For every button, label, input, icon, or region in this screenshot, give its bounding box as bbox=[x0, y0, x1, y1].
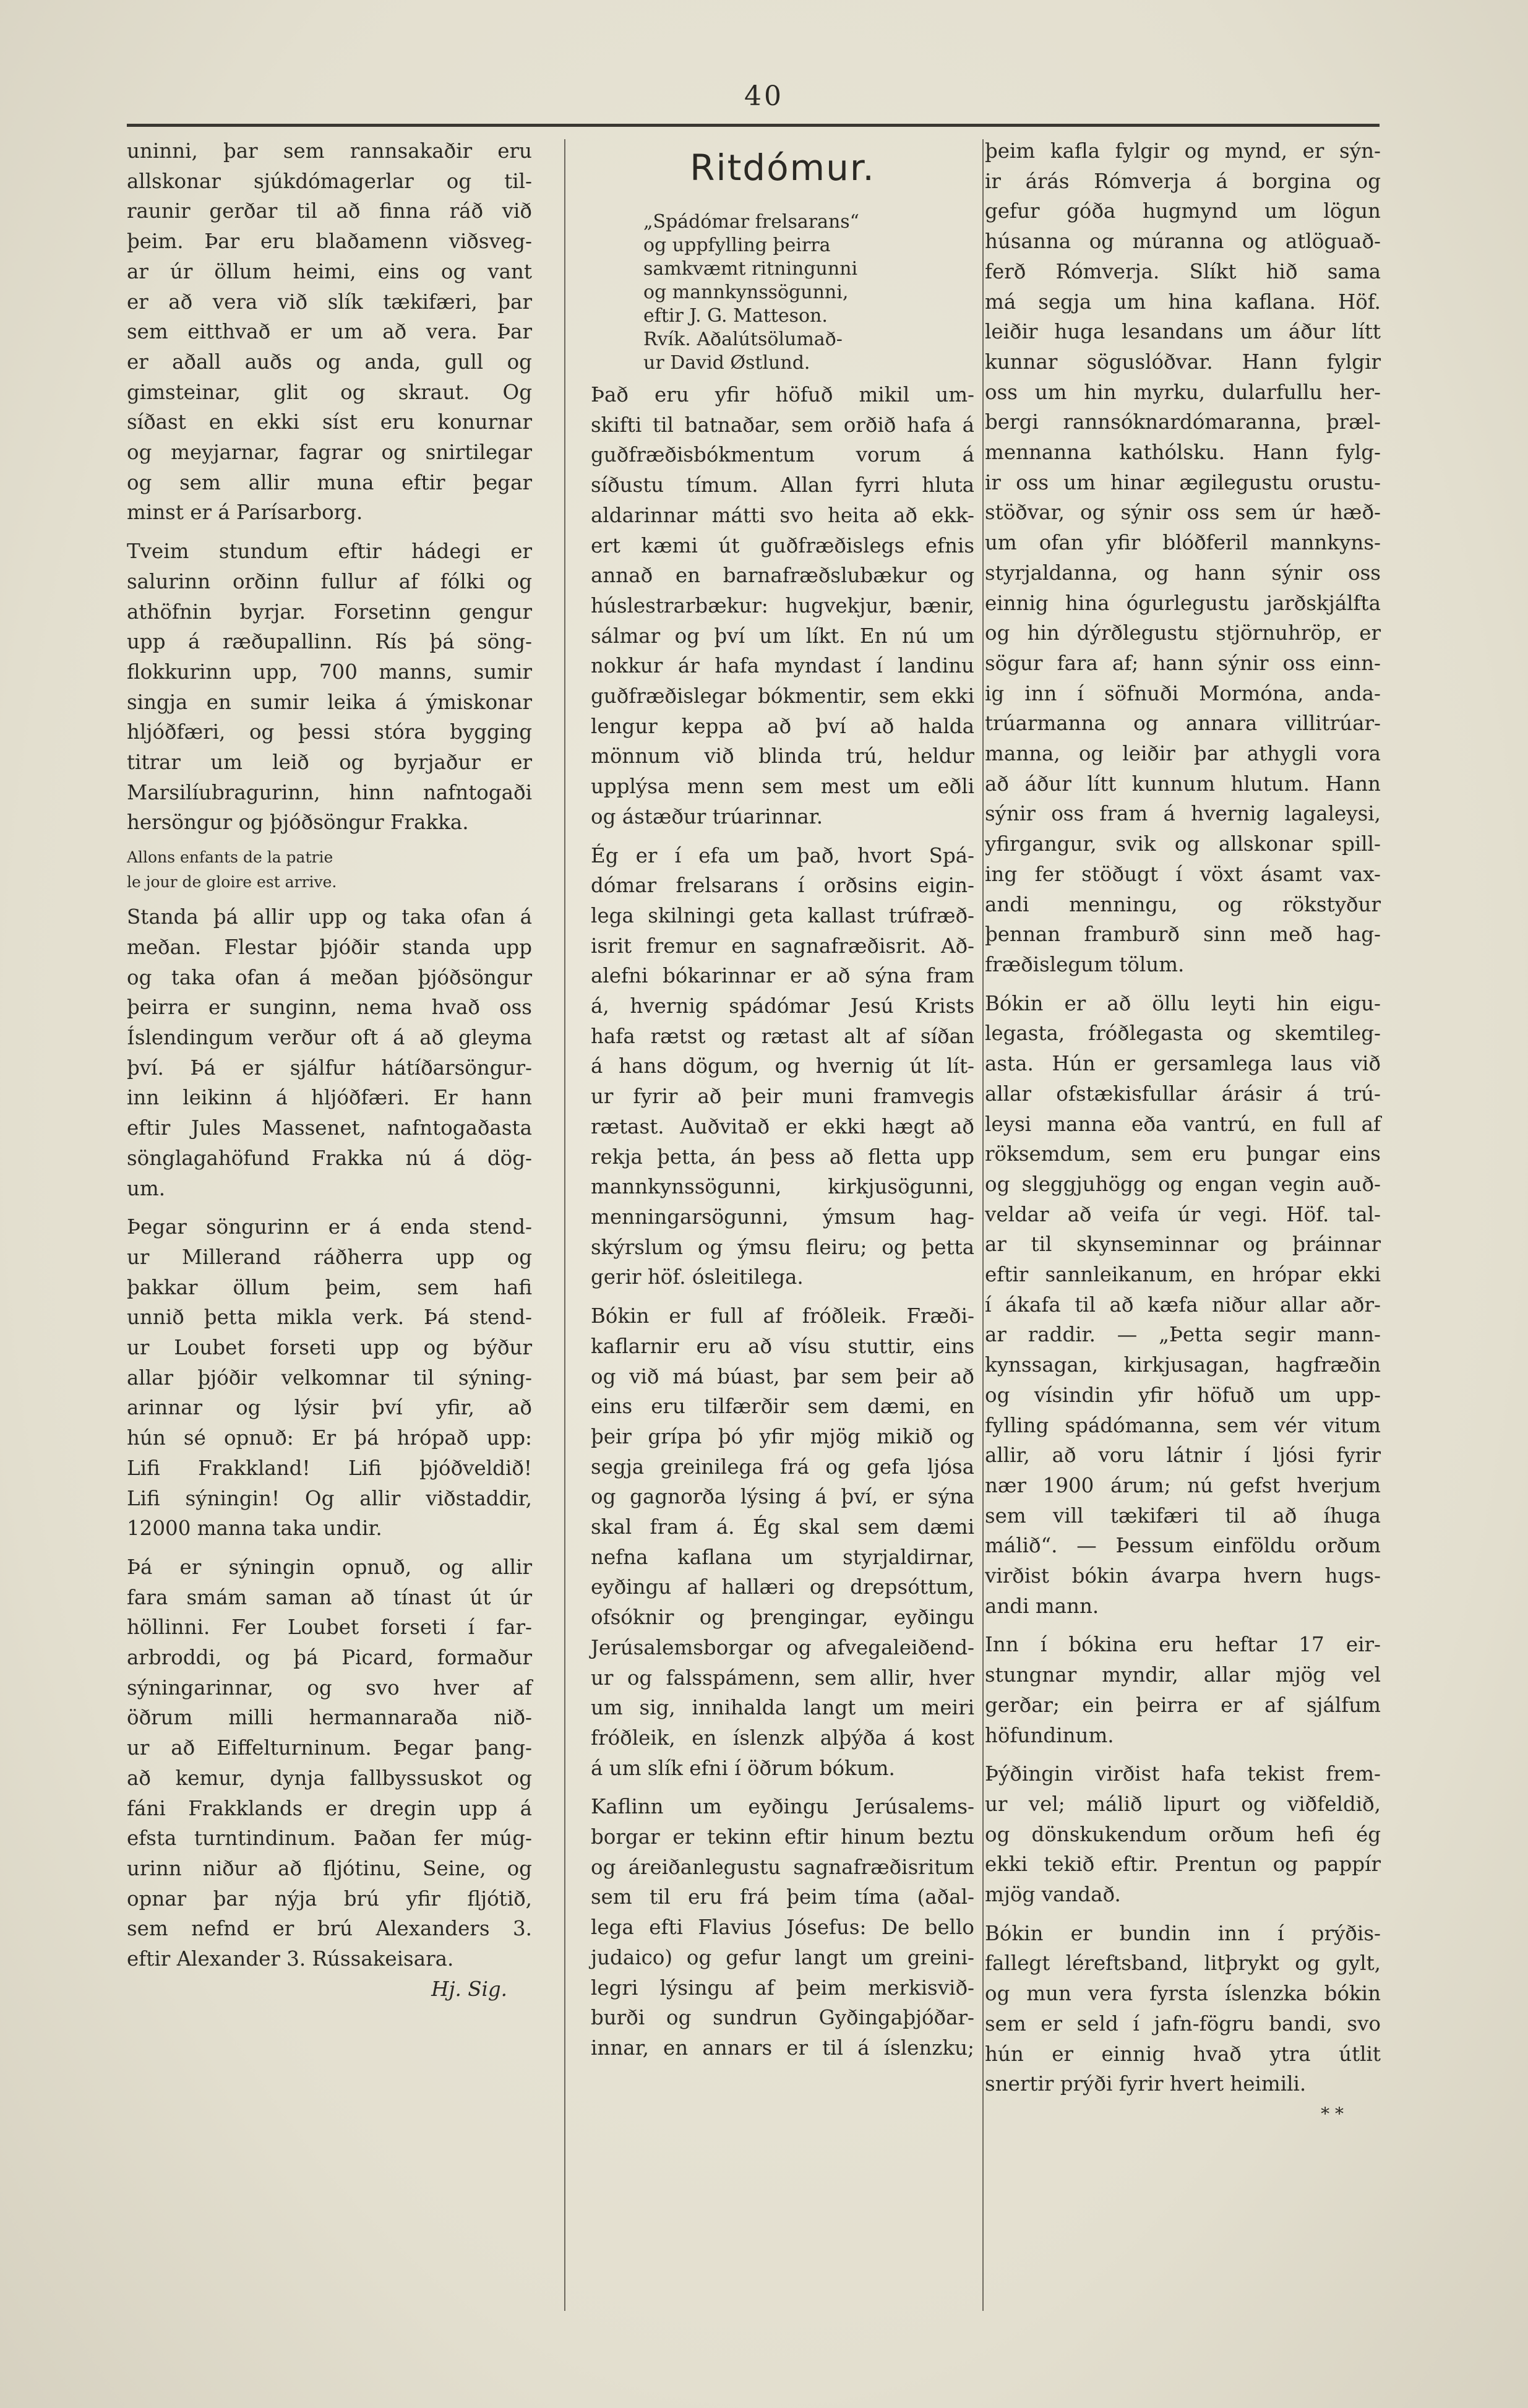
text-line: oss um hin myrku, dularfullu her- bbox=[985, 380, 1381, 404]
text-line: asta. Hún er gersamlega laus við bbox=[985, 1052, 1381, 1076]
text-line: skifti til batnaðar, sem orðið hafa á bbox=[591, 413, 974, 437]
text-line: skal fram á. Ég skal sem dæmi bbox=[591, 1515, 974, 1539]
text-line: 12000 manna taka undir. bbox=[127, 1516, 382, 1541]
text-line: að kemur, dynja fallbyssuskot og bbox=[127, 1766, 532, 1790]
text-line: þeir grípa þó yfir mjög mikið og bbox=[591, 1424, 974, 1448]
text-line: og sleggjuhögg og engan vegin auð- bbox=[985, 1172, 1381, 1196]
text-line: á um slík efni í öðrum bókum. bbox=[591, 1756, 895, 1780]
text-line: snertir prýði fyrir hvert heimili. bbox=[985, 2072, 1307, 2096]
text-line: Þá er sýningin opnuð, og allir bbox=[127, 1555, 532, 1579]
text-line: samkvæmt ritningunni bbox=[643, 258, 858, 280]
text-line: höfundinum. bbox=[985, 1723, 1114, 1747]
text-line: Þegar söngurinn er á enda stend- bbox=[127, 1215, 532, 1239]
text-line: singja en sumir leika á ýmiskonar bbox=[127, 690, 532, 714]
text-line: nær 1900 árum; nú gefst hverjum bbox=[985, 1473, 1381, 1497]
text-line: ur og falsspámenn, sem allir, hver bbox=[591, 1666, 974, 1690]
column-divider bbox=[982, 139, 984, 2311]
text-line: veldar að veifa úr vegi. Höf. tal- bbox=[985, 1202, 1381, 1226]
text-line: upp á ræðupallinn. Rís þá söng- bbox=[127, 630, 532, 654]
text-line: því. Þá er sjálfur hátíðarsöngur- bbox=[127, 1056, 532, 1080]
text-line: stungnar myndir, allar mjög vel bbox=[985, 1663, 1381, 1687]
text-line: unnið þetta mikla verk. Þá stend- bbox=[127, 1305, 532, 1330]
paragraph bbox=[985, 1759, 1381, 1910]
text-line: öðrum milli hermannaraða nið- bbox=[127, 1706, 532, 1730]
text-line: þeim kafla fylgir og mynd, er sýn- bbox=[985, 139, 1381, 163]
text-line: þeirra er sunginn, nema hvað oss bbox=[127, 995, 532, 1020]
text-line: sem eitthvað er um að vera. Þar bbox=[127, 320, 532, 344]
paragraph bbox=[985, 136, 1381, 980]
column-right bbox=[985, 136, 1381, 2130]
text-line: Bókin er bundin inn í prýðis- bbox=[985, 1921, 1381, 1945]
text-line: allar þjóðir velkomnar til sýning- bbox=[127, 1365, 532, 1390]
text-line: rætast. Auðvitað er ekki hægt að bbox=[591, 1114, 974, 1138]
text-line: fróðleik, en íslenzk alþýða á kost bbox=[591, 1726, 974, 1750]
text-line: sem er seld í jafn-fögru bandi, svo bbox=[985, 2011, 1381, 2036]
text-line: alefni bókarinnar er að sýna fram bbox=[591, 964, 974, 988]
text-line: trúarmanna og annara villitrúar- bbox=[985, 712, 1381, 736]
column-left bbox=[127, 136, 532, 2004]
text-line: og mannkynssögunni, bbox=[643, 282, 849, 303]
text-line: kynssagan, kirkjusagan, hagfræðin bbox=[985, 1353, 1381, 1377]
text-line: le jour de gloire est arrive. bbox=[127, 873, 337, 892]
text-line: upplýsa menn sem mest um eðli bbox=[591, 775, 974, 799]
paragraph bbox=[591, 1792, 974, 2063]
text-line: og gagnorða lýsing á því, er sýna bbox=[591, 1485, 974, 1509]
paragraph bbox=[985, 989, 1381, 1622]
text-line: í ákafa til að kæfa niður allar aðr- bbox=[985, 1292, 1381, 1317]
text-line: bergi rannsóknardómaranna, þræl- bbox=[985, 410, 1381, 434]
text-line: sönglagahöfund Frakka nú á dög- bbox=[127, 1146, 532, 1170]
text-line: á hans dögum, og hvernig út lít- bbox=[591, 1054, 974, 1078]
text-line: er aðall auðs og anda, gull og bbox=[127, 350, 532, 374]
paragraph bbox=[127, 136, 532, 528]
text-line: sýningarinnar, og svo hver af bbox=[127, 1675, 532, 1700]
text-line: yfirgangur, svik og allskonar spill- bbox=[985, 832, 1381, 856]
text-line: burði og sundrun Gyðingaþjóðar- bbox=[591, 2006, 974, 2030]
text-line: aldarinnar mátti svo heita að ekk- bbox=[591, 503, 974, 527]
text-line: inn leikinn á hljóðfæri. Er hann bbox=[127, 1086, 532, 1110]
text-line: og mun vera fyrsta íslenzka bókin bbox=[985, 1982, 1381, 2006]
column-middle bbox=[591, 136, 974, 2063]
text-line: minst er á Parísarborg. bbox=[127, 501, 363, 525]
text-line: Þýðingin virðist hafa tekist frem- bbox=[985, 1762, 1381, 1786]
author-signature: Hj. Sig. bbox=[431, 1977, 507, 2001]
text-line: Bókin er að öllu leyti hin eigu- bbox=[985, 991, 1381, 1015]
text-line: lega efti Flavius Jósefus: De bello bbox=[591, 1916, 974, 1940]
text-line: og hin dýrðlegustu stjörnuhröp, er bbox=[985, 621, 1381, 645]
header-rule bbox=[127, 124, 1380, 127]
paragraph bbox=[591, 1301, 974, 1783]
text-line: Ég er í efa um það, hvort Spá- bbox=[591, 843, 974, 867]
end-mark: * * bbox=[1321, 2104, 1344, 2124]
text-line: um ofan yfir blóðferil mannkyns- bbox=[985, 531, 1381, 555]
text-line: lengur keppa að því að halda bbox=[591, 714, 974, 738]
text-line: þennan framburð sinn með hag- bbox=[985, 922, 1381, 947]
text-line: gerir höf. ósleitilega. bbox=[591, 1265, 804, 1289]
text-line: Kaflinn um eyðingu Jerúsalems- bbox=[591, 1795, 974, 1819]
text-line: hljóðfæri, og þessi stóra bygging bbox=[127, 720, 532, 744]
text-line: allir, að voru látnir í ljósi fyrir bbox=[985, 1443, 1381, 1468]
paragraph bbox=[127, 1212, 532, 1544]
text-line: og taka ofan á meðan þjóðsöngur bbox=[127, 965, 532, 989]
text-line: legasta, fróðlegasta og skemtileg- bbox=[985, 1021, 1381, 1046]
text-line: raunir gerðar til að finna ráð við bbox=[127, 199, 532, 223]
text-line: Standa þá allir upp og taka ofan á bbox=[127, 905, 532, 929]
text-line: arinnar og lýsir því yfir, að bbox=[127, 1396, 532, 1420]
text-line: og meyjarnar, fagrar og snirtilegar bbox=[127, 441, 532, 465]
text-line: hún sé opnuð: Er þá hrópað upp: bbox=[127, 1426, 532, 1450]
text-line: rekja þetta, án þess að fletta upp bbox=[591, 1145, 974, 1169]
text-line: styrjaldanna, og hann sýnir oss bbox=[985, 561, 1381, 585]
text-line: andi menningu, og rökstyður bbox=[985, 892, 1381, 916]
text-line: mjög vandað. bbox=[985, 1883, 1121, 1907]
text-line: virðist bókin ávarpa hvern hugs- bbox=[985, 1564, 1381, 1588]
text-line: judaico) og gefur langt um greini- bbox=[591, 1945, 974, 1969]
text-line: Rvík. Aðalútsölumað- bbox=[643, 329, 843, 350]
text-line: ur vel; málið lipurt og viðfeldið, bbox=[985, 1792, 1381, 1816]
text-line: ur fyrir að þeir muni framvegis bbox=[591, 1085, 974, 1109]
text-line: þakkar öllum þeim, sem hafi bbox=[127, 1275, 532, 1299]
text-line: þeim. Þar eru blaðamenn viðsveg- bbox=[127, 230, 532, 254]
paragraph bbox=[591, 841, 974, 1293]
text-line: og dönskukendum orðum hefi ég bbox=[985, 1822, 1381, 1846]
text-line: eftir J. G. Matteson. bbox=[643, 305, 828, 327]
text-line: sem nefnd er brú Alexanders 3. bbox=[127, 1917, 532, 1941]
text-line: ar úr öllum heimi, eins og vant bbox=[127, 259, 532, 283]
text-line: urinn niður að fljótinu, Seine, og bbox=[127, 1856, 532, 1880]
text-line: Jerúsalemsborgar og afvegaleiðend- bbox=[591, 1635, 974, 1659]
text-line: andi mann. bbox=[985, 1594, 1099, 1618]
text-line: opnar þar nýja brú yfir fljótið, bbox=[127, 1886, 532, 1911]
text-line: og við má búast, þar sem þeir að bbox=[591, 1364, 974, 1388]
text-line: ert kæmi út guðfræðislegs efnis bbox=[591, 533, 974, 557]
text-line: gimsteinar, glit og skraut. Og bbox=[127, 380, 532, 404]
text-line: dómar frelsarans í orðsins eigin- bbox=[591, 874, 974, 898]
text-line: ir árás Rómverja á borgina og bbox=[985, 169, 1381, 193]
text-line: mannkynssögunni, kirkjusögunni, bbox=[591, 1175, 974, 1199]
text-line: isrit fremur en sagnafræðisrit. Að- bbox=[591, 934, 974, 958]
text-line: lega skilningi geta kallast trúfræð- bbox=[591, 903, 974, 927]
text-line: mönnum við blinda trú, heldur bbox=[591, 744, 974, 768]
text-line: húsanna og múranna og atlöguað- bbox=[985, 230, 1381, 254]
text-line: sem vill tækifæri til að íhuga bbox=[985, 1503, 1381, 1528]
text-line: hersöngur og þjóðsöngur Frakka. bbox=[127, 811, 469, 835]
text-line: sögur fara af; hann sýnir oss einn- bbox=[985, 651, 1381, 675]
text-line: og áreiðanlegustu sagnafræðisritum bbox=[591, 1855, 974, 1879]
text-line: eftir Jules Massenet, nafntogaðasta bbox=[127, 1116, 532, 1140]
text-line: ur Millerand ráðherra upp og bbox=[127, 1245, 532, 1269]
paragraph bbox=[127, 1552, 532, 1974]
text-line: eins eru tilfærðir sem dæmi, en bbox=[591, 1395, 974, 1419]
text-line: má segja um hina kaflana. Höf. bbox=[985, 290, 1381, 314]
text-line: meðan. Flestar þjóðir standa upp bbox=[127, 935, 532, 959]
text-line: kaflarnir eru að vísu stuttir, eins bbox=[591, 1334, 974, 1358]
text-line: ofsóknir og þrengingar, eyðingu bbox=[591, 1606, 974, 1630]
text-line: sýnir oss fram á hvernig lagaleysi, bbox=[985, 802, 1381, 826]
text-line: röksemdum, sem eru þungar eins bbox=[985, 1142, 1381, 1166]
text-line: allskonar sjúkdómagerlar og til- bbox=[127, 169, 532, 193]
text-line: einnig hina ógurlegustu jarðskjálfta bbox=[985, 591, 1381, 615]
text-line: málið“. — Þessum einföldu orðum bbox=[985, 1534, 1381, 1558]
text-line: fræðislegum tölum. bbox=[985, 952, 1185, 976]
text-line: mennanna kathólsku. Hann fylg- bbox=[985, 441, 1381, 465]
text-line: arbroddi, og þá Picard, formaður bbox=[127, 1646, 532, 1670]
text-line: ur að Eiffelturninum. Þegar þang- bbox=[127, 1736, 532, 1760]
text-line: fylling spádómanna, sem vér vitum bbox=[985, 1413, 1381, 1437]
text-line: kunnar söguslóðvar. Hann fylgir bbox=[985, 350, 1381, 374]
paragraph bbox=[985, 1919, 1381, 2099]
text-line: ig inn í söfnuði Mormóna, anda- bbox=[985, 681, 1381, 705]
text-line: Lifi sýningin! Og allir viðstaddir, bbox=[127, 1486, 532, 1510]
text-line: skýrslum og ýmsu fleiru; og þetta bbox=[591, 1235, 974, 1259]
text-line: innar, en annars er til á íslenzku; bbox=[591, 2036, 974, 2060]
text-line: nokkur ár hafa myndast í landinu bbox=[591, 654, 974, 678]
text-line: eftir sannleikanum, en hrópar ekki bbox=[985, 1263, 1381, 1287]
text-line: Íslendingum verður oft á að gleyma bbox=[127, 1025, 532, 1049]
text-line: síðustu tímum. Allan fyrri hluta bbox=[591, 473, 974, 497]
text-line: annað en barnafræðslubækur og bbox=[591, 564, 974, 588]
text-line: ir oss um hinar ægilegustu orustu- bbox=[985, 470, 1381, 494]
text-line: eyðingu af hallæri og drepsóttum, bbox=[591, 1575, 974, 1599]
text-line: ar til skynseminnar og þráinnar bbox=[985, 1232, 1381, 1257]
text-line: ur Loubet forseti upp og býður bbox=[127, 1336, 532, 1360]
text-line: og ástæður trúarinnar. bbox=[591, 804, 823, 828]
text-line: Tveim stundum eftir hádegi er bbox=[127, 540, 532, 564]
text-line: manna, og leiðir þar athygli vora bbox=[985, 742, 1381, 766]
text-line: stöðvar, og sýnir oss sem úr hæð- bbox=[985, 501, 1381, 525]
text-line: efsta turntindinum. Þaðan fer múg- bbox=[127, 1826, 532, 1851]
text-line: menningarsögunni, ýmsum hag- bbox=[591, 1205, 974, 1229]
text-line: húslestrarbækur: hugvekjur, bænir, bbox=[591, 593, 974, 617]
text-line: segja greinilega frá og gefa ljósa bbox=[591, 1455, 974, 1479]
paragraph bbox=[127, 536, 532, 838]
text-line: ing fer stöðugt í vöxt ásamt vax- bbox=[985, 862, 1381, 886]
text-line: um sig, innihalda langt um meiri bbox=[591, 1696, 974, 1720]
text-line: flokkurinn upp, 700 manns, sumir bbox=[127, 660, 532, 684]
text-line: uninni, þar sem rannsakaðir eru bbox=[127, 139, 532, 163]
text-line: nefna kaflana um styrjaldirnar, bbox=[591, 1545, 974, 1569]
text-line: Allons enfants de la patrie bbox=[127, 848, 333, 867]
text-line: Það eru yfir höfuð mikil um- bbox=[591, 383, 974, 406]
text-line: guðfræðislegar bókmentir, sem ekki bbox=[591, 684, 974, 708]
text-line: gerðar; ein þeirra er af sjálfum bbox=[985, 1693, 1381, 1717]
text-line: síðast en ekki síst eru konurnar bbox=[127, 410, 532, 434]
text-line: og uppfylling þeirra bbox=[643, 234, 831, 256]
text-line: og sem allir muna eftir þegar bbox=[127, 470, 532, 494]
text-line: hún er einnig hvað ytra útlit bbox=[985, 2042, 1381, 2066]
text-line: borgar er tekinn eftir hinum beztu bbox=[591, 1825, 974, 1849]
text-line: höllinni. Fer Loubet forseti í far- bbox=[127, 1615, 532, 1640]
text-line: titrar um leið og byrjaður er bbox=[127, 750, 532, 775]
text-line: „Spádómar frelsarans“ bbox=[643, 211, 860, 233]
text-line: ekki tekið eftir. Prentun og pappír bbox=[985, 1852, 1381, 1877]
text-line: að áður lítt kunnum hlutum. Hann bbox=[985, 772, 1381, 796]
text-line: legri lýsingu af þeim merkisvið- bbox=[591, 1976, 974, 2000]
article-heading: Ritdómur. bbox=[690, 147, 875, 189]
text-line: Inn í bókina eru heftar 17 eir- bbox=[985, 1633, 1381, 1657]
text-line: ferð Rómverja. Slíkt hið sama bbox=[985, 259, 1381, 283]
text-line: og vísindin yfir höfuð um upp- bbox=[985, 1383, 1381, 1407]
text-line: á, hvernig spádómar Jesú Krists bbox=[591, 994, 974, 1018]
text-line: er að vera við slík tækifæri, þar bbox=[127, 290, 532, 314]
text-line: salurinn orðinn fullur af fólki og bbox=[127, 569, 532, 593]
text-line: ar raddir. — „Þetta segir mann- bbox=[985, 1323, 1381, 1347]
text-line: gefur góða hugmynd um lögun bbox=[985, 199, 1381, 223]
paragraph bbox=[985, 1630, 1381, 1750]
text-line: athöfnin byrjar. Forsetinn gengur bbox=[127, 600, 532, 624]
book-citation bbox=[643, 210, 974, 375]
text-line: allar ofstækisfullar árásir á trú- bbox=[985, 1081, 1381, 1106]
page-number: 40 bbox=[744, 80, 784, 112]
paragraph bbox=[127, 902, 532, 1203]
paragraph bbox=[591, 380, 974, 832]
text-line: hafa rætst og rætast alt af síðan bbox=[591, 1024, 974, 1048]
text-line: fallegt léreftsband, litþrykt og gylt, bbox=[985, 1951, 1381, 1976]
song-quote bbox=[127, 845, 532, 895]
text-line: um. bbox=[127, 1176, 166, 1200]
text-line: eftir Alexander 3. Rússakeisara. bbox=[127, 1947, 454, 1971]
text-line: fáni Frakklands er dregin upp á bbox=[127, 1796, 532, 1820]
text-line: sem til eru frá þeim tíma (aðal- bbox=[591, 1885, 974, 1909]
text-line: sálmar og því um líkt. En nú um bbox=[591, 624, 974, 648]
text-line: leysi manna eða vantrú, en full af bbox=[985, 1112, 1381, 1136]
text-line: Marsilíubragurinn, hinn nafntogaði bbox=[127, 780, 532, 804]
text-line: guðfræðisbókmentum vorum á bbox=[591, 443, 974, 467]
text-line: leiðir huga lesandans um áður lítt bbox=[985, 320, 1381, 344]
text-line: fara smám saman að tínast út úr bbox=[127, 1585, 532, 1609]
text-line: Bókin er full af fróðleik. Fræði- bbox=[591, 1304, 974, 1328]
column-divider bbox=[564, 139, 565, 2311]
text-line: Lifi Frakkland! Lifi þjóðveldið! bbox=[127, 1456, 532, 1480]
text-line: ur David Østlund. bbox=[643, 352, 810, 374]
